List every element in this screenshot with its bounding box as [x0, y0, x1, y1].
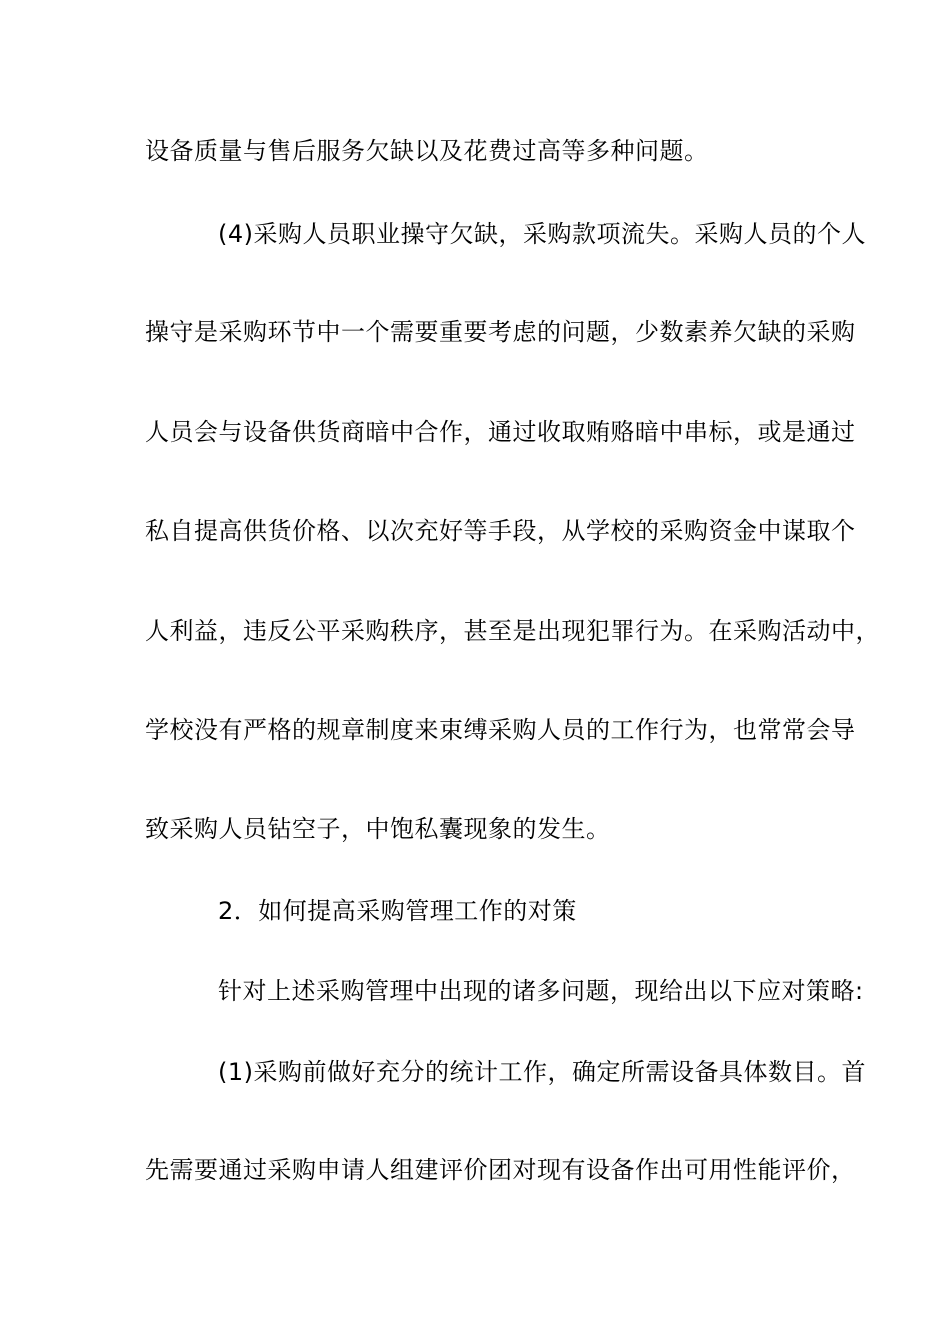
paragraph-4-line-4: 私自提高供货价格、以次充好等手段，从学校的采购资金中谋取个 [145, 517, 856, 545]
paragraph-4-line-7: 致采购人员钻空子，中饱私囊现象的发生。 [145, 815, 611, 843]
paragraph-4-line-2: 操守是采购环节中一个需要重要考虑的问题，少数素养欠缺的采购 [145, 318, 856, 346]
section-heading: 2．如何提高采购管理工作的对策 [218, 897, 577, 925]
paragraph-4-line-6: 学校没有严格的规章制度来束缚采购人员的工作行为，也常常会导 [145, 716, 856, 744]
text-line-1: 设备质量与售后服务欠缺以及花费过高等多种问题。 [145, 137, 709, 165]
paragraph-4-line-1: (4)采购人员职业操守欠缺，采购款项流失。采购人员的个人 [218, 220, 866, 248]
paragraph-4-line-3: 人员会与设备供货商暗中合作，通过收取贿赂暗中串标，或是通过 [145, 418, 856, 446]
paragraph-4-line-5: 人利益，违反公平采购秩序，甚至是出现犯罪行为。在采购活动中， [145, 617, 880, 645]
paragraph-1-line-1: (1)采购前做好充分的统计工作，确定所需设备具体数目。首 [218, 1058, 866, 1086]
intro-line: 针对上述采购管理中出现的诸多问题，现给出以下应对策略: [218, 977, 864, 1005]
paragraph-1-line-2: 先需要通过采购申请人组建评价团对现有设备作出可用性能评价， [145, 1156, 856, 1184]
